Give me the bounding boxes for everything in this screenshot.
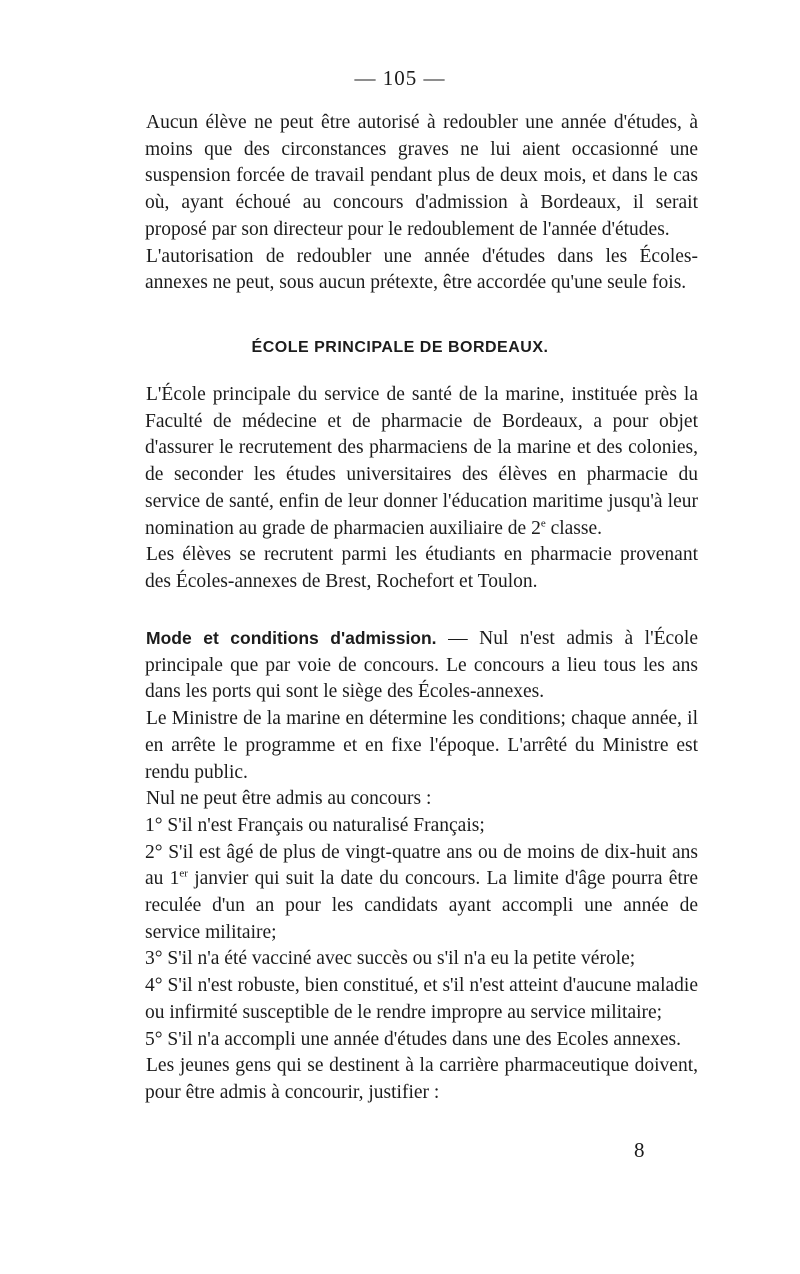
page-number: — 105 — [354,66,446,90]
ordinal-superscript: e [540,517,546,530]
intro-block [145,110,698,297]
admission-heading: Mode et conditions d'admission. [146,628,437,648]
section-paragraph-1-end: classe. [545,517,603,539]
section-paragraph-1 [145,382,698,542]
admission-paragraph-1 [145,625,698,706]
condition-item-3: 3° S'il n'a été vacciné avec succès ou s'il n'a eu la petite vérole; [145,948,636,970]
condition-item-2-b: janvier qui suit la date du concours. La limite d'âge pourra être reculée d'un an pour les candidats ayant accompli une année de service militaire; [145,868,698,943]
intro-paragraph-2: L'autorisation de redoubler une année d'études dans les Écoles-annexes ne peut, sous aucun prétexte, être accordée qu'une seule fois. [145,245,698,294]
ordinal-number: 2 [531,517,541,539]
condition-item-2-sup: er [179,867,188,880]
condition-item-1: 1° S'il n'est Français ou naturalisé Français; [145,814,485,836]
condition-item-5: 5° S'il n'a accompli une année d'études dans une des Ecoles annexes. [145,1028,682,1050]
condition-item-2 [145,840,698,947]
section-paragraph-1-text: L'École principale du service de santé de la marine, instituée près la Faculté de médecine et de pharmacie de Bordeaux, a pour objet d'assurer le recrutement des pharmaciens de la marine et des colonies, de seconder les études universitaires des élèves en pharmacie du service de santé, enfin de leur donner l'éducation maritime jusqu'à leur nomination au grade de pharmacien auxiliaire de [145,384,698,539]
admission-block [145,625,698,1107]
condition-item-2-a: 2° S'il est âgé de plus de vingt-quatre ans ou de moins de dix-huit ans au 1 [145,841,698,890]
signature-mark: 8 [634,1138,645,1162]
intro-paragraph-1: Aucun élève ne peut être autorisé à redoubler une année d'études, à moins que des circonstances graves ne lui aient occasionné une suspension forcée de travail pendant plus de deux mois, et dans le cas où, ayant échoué au concours d'admission à Bordeaux, il serait proposé par son directeur pour le redoublement de l'année d'études. [145,112,698,240]
section-block [145,382,698,596]
section-paragraph-2: Les élèves se recrutent parmi les étudiants en pharmacie provenant des Écoles-annexes de Brest, Rochefort et Toulon. [145,544,698,592]
section-title: ÉCOLE PRINCIPALE DE BORDEAUX. [251,339,549,356]
admission-paragraph-3: Nul ne peut être admis au concours : [146,788,432,810]
condition-item-4: 4° S'il n'est robuste, bien constitué, et s'il n'est atteint d'aucune maladie ou infirmité susceptible de le rendre impropre au service militaire; [145,975,698,1023]
admission-paragraph-2: Le Ministre de la marine en détermine les conditions; chaque année, il en arrête le programme et en fixe l'époque. L'arrêté du Ministre est rendu public. [145,708,698,783]
admission-paragraph-4: Les jeunes gens qui se destinent à la carrière pharmaceutique doivent, pour être admis à concourir, justifier : [145,1055,698,1103]
admission-paragraph-1-text: — Nul n'est admis à l'École principale que par voie de concours. Le concours a lieu tous les ans dans les ports qui sont le siège des Écoles-annexes. [145,628,698,703]
